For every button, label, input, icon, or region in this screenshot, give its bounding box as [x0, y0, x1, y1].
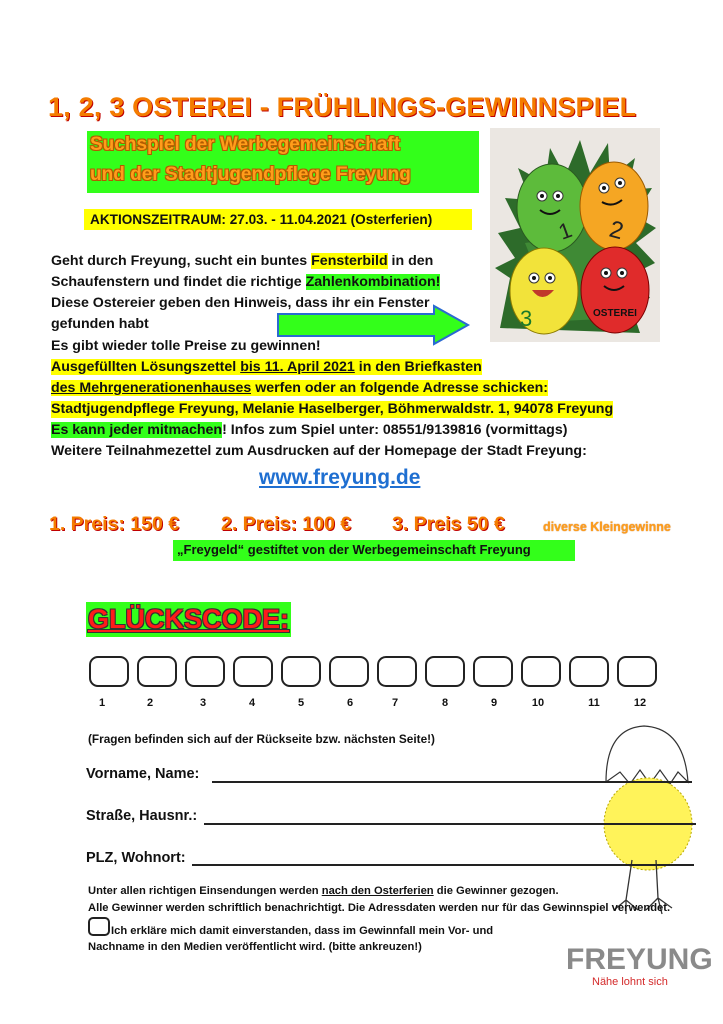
code-box-10[interactable]	[521, 656, 561, 687]
prize-extra: diverse Kleingewinne	[543, 520, 671, 534]
code-box-4[interactable]	[233, 656, 273, 687]
prize-2: 2. Preis: 100 €	[221, 513, 352, 535]
lucky-code-title: GLÜCKSCODE:	[86, 602, 291, 637]
intro-line-9: Es kann jeder mitmachen! Infos zum Spiel unter: 08551/9139816 (vormittags)	[51, 422, 568, 438]
street-field[interactable]	[204, 823, 696, 825]
logo-tagline: Nähe lohnt sich	[592, 976, 668, 988]
code-number-8: 8	[441, 697, 449, 709]
code-box-2[interactable]	[137, 656, 177, 687]
intro-line-7: des Mehrgenerationenhauses werfen oder an folgende Adresse schicken:	[51, 380, 548, 396]
prize-3: 3. Preis 50 €	[392, 513, 505, 535]
code-number-7: 7	[391, 697, 399, 709]
code-box-9[interactable]	[473, 656, 513, 687]
red-egg-label: OSTEREI	[593, 308, 637, 319]
code-box-12[interactable]	[617, 656, 657, 687]
code-number-2: 2	[146, 697, 154, 709]
code-number-9: 9	[490, 697, 498, 709]
code-number-1: 1	[98, 697, 106, 709]
name-field[interactable]	[212, 781, 692, 783]
intro-line-5: Es gibt wieder tolle Preise zu gewinnen!	[51, 338, 321, 354]
code-box-5[interactable]	[281, 656, 321, 687]
website-link[interactable]: www.freyung.de	[259, 466, 421, 489]
footer-line-1: Unter allen richtigen Einsendungen werden nach den Osterferien die Gewinner gezogen.	[88, 885, 559, 897]
eggs-illustration	[490, 128, 660, 342]
easter-eggs-image	[490, 128, 660, 342]
prize-1: 1. Preis: 150 €	[49, 513, 180, 535]
code-number-6: 6	[346, 697, 354, 709]
chick-in-egg-illustration	[592, 720, 702, 920]
code-box-8[interactable]	[425, 656, 465, 687]
code-box-6[interactable]	[329, 656, 369, 687]
code-box-1[interactable]	[89, 656, 129, 687]
code-number-10: 10	[531, 697, 545, 709]
code-box-3[interactable]	[185, 656, 225, 687]
footer-line-2: Alle Gewinner werden schriftlich benachrichtigt. Die Adressdaten werden nur für das Gewinnspiel verwendet.	[88, 902, 671, 914]
intro-line-2: Schaufenstern und findet die richtige Zahlenkombination!	[51, 274, 441, 290]
street-label: Straße, Hausnr.:	[86, 808, 198, 824]
subtitle-line-1: Suchspiel der Werbegemeinschaft	[90, 134, 401, 155]
green-egg-number: 1	[555, 217, 576, 245]
page-title: 1, 2, 3 OSTEREI - FRÜHLINGS-GEWINNSPIEL	[48, 92, 637, 122]
yellow-egg-number: 3	[520, 306, 533, 331]
code-number-12: 12	[633, 697, 647, 709]
intro-line-4: gefunden habt	[51, 316, 149, 332]
code-number-11: 11	[588, 697, 600, 709]
orange-egg-number: 2	[606, 215, 627, 246]
address-line: Stadtjugendpflege Freyung, Melanie Haselberger, Böhmerwaldstr. 1, 94078 Freyung	[51, 401, 614, 417]
city-field[interactable]	[192, 864, 694, 866]
action-period: AKTIONSZEITRAUM: 27.03. - 11.04.2021 (Osterferien)	[84, 209, 472, 230]
city-label: PLZ, Wohnort:	[86, 850, 186, 866]
name-label: Vorname, Name:	[86, 766, 200, 782]
logo-wordmark: FREYUNG	[566, 943, 713, 976]
sponsor-note: „Freygeld“ gestiftet von der Werbegemeinschaft Freyung	[173, 540, 575, 561]
code-number-3: 3	[199, 697, 207, 709]
consent-line-1: Ich erkläre mich damit einverstanden, dass im Gewinnfall mein Vor- und	[111, 925, 494, 937]
freyung-logo	[566, 943, 713, 994]
code-box-7[interactable]	[377, 656, 417, 687]
intro-line-3: Diese Ostereier geben den Hinweis, dass ihr ein Fenster	[51, 295, 430, 311]
consent-checkbox[interactable]	[88, 917, 110, 936]
intro-line-10: Weitere Teilnahmezettel zum Ausdrucken auf der Homepage der Stadt Freyung:	[51, 443, 587, 459]
code-number-4: 4	[248, 697, 256, 709]
code-box-11[interactable]	[569, 656, 609, 687]
subtitle-line-2: und der Stadtjugendpflege Freyung	[90, 164, 411, 185]
questions-note: (Fragen befinden sich auf der Rückseite bzw. nächsten Seite!)	[88, 732, 435, 746]
intro-line-1: Geht durch Freyung, sucht ein buntes Fensterbild in den	[51, 253, 434, 269]
intro-line-6: Ausgefüllten Lösungszettel bis 11. April 2021 in den Briefkasten	[51, 359, 482, 375]
code-number-5: 5	[297, 697, 305, 709]
consent-line-2: Nachname in den Medien veröffentlicht wird. (bitte ankreuzen!)	[88, 941, 422, 953]
